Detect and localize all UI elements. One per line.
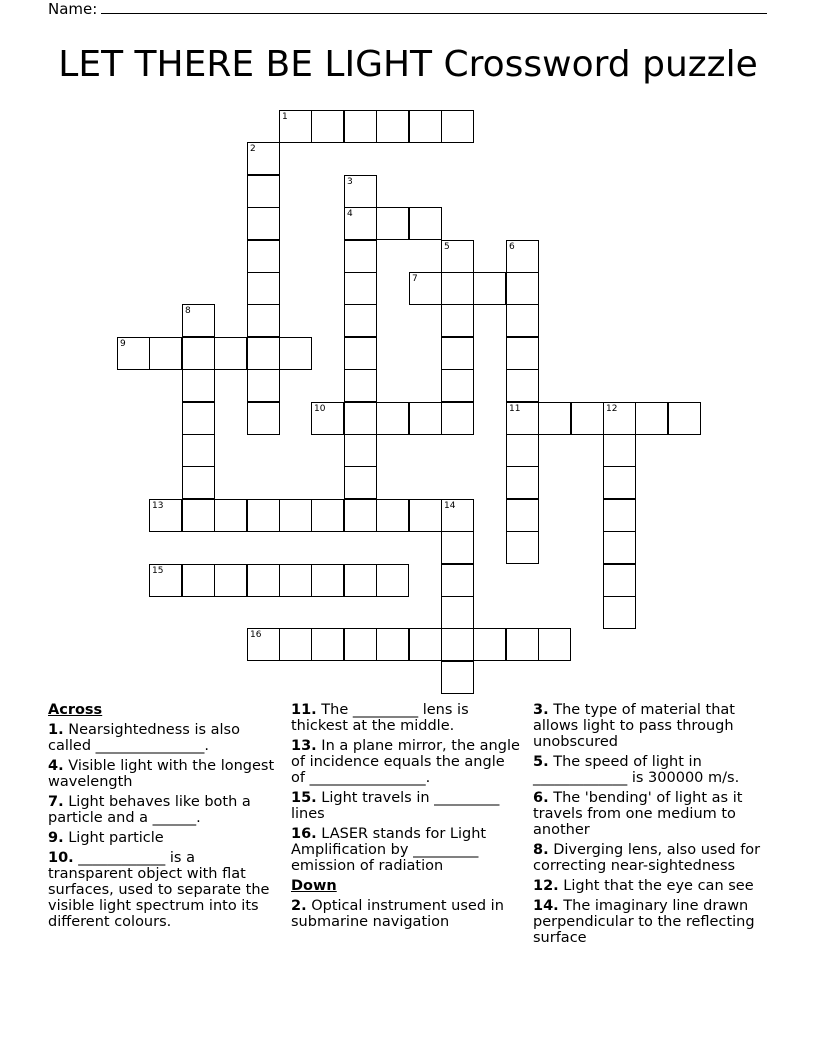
grid-cell[interactable] bbox=[344, 369, 377, 402]
clue-number: 2 bbox=[250, 144, 256, 154]
grid-cell[interactable] bbox=[214, 499, 247, 532]
across-heading: Across bbox=[48, 702, 103, 718]
grid-cell[interactable] bbox=[344, 240, 377, 273]
grid-cell[interactable] bbox=[441, 628, 474, 661]
grid-cell[interactable] bbox=[279, 564, 312, 597]
grid-cell[interactable] bbox=[376, 110, 409, 143]
grid-cell[interactable] bbox=[247, 272, 280, 305]
grid-cell[interactable] bbox=[409, 499, 442, 532]
clues-column-2 bbox=[291, 702, 523, 934]
clue-number: 3 bbox=[347, 177, 353, 187]
grid-cell[interactable] bbox=[441, 110, 474, 143]
grid-cell[interactable] bbox=[344, 466, 377, 499]
grid-cell[interactable] bbox=[247, 240, 280, 273]
grid-cell[interactable] bbox=[506, 272, 539, 305]
grid-cell[interactable] bbox=[149, 564, 182, 597]
grid-cell[interactable] bbox=[182, 304, 215, 337]
grid-cell[interactable] bbox=[441, 304, 474, 337]
grid-cell[interactable] bbox=[344, 207, 377, 240]
grid-cell[interactable] bbox=[441, 531, 474, 564]
clue-number: 11 bbox=[509, 404, 521, 414]
grid-cell[interactable] bbox=[311, 628, 344, 661]
grid-cell[interactable] bbox=[279, 628, 312, 661]
grid-cell[interactable] bbox=[506, 628, 539, 661]
grid-cell[interactable] bbox=[376, 499, 409, 532]
clue-across-9: 9. Light particle bbox=[48, 830, 164, 846]
grid-cell[interactable] bbox=[247, 628, 280, 661]
grid-cell[interactable] bbox=[603, 499, 636, 532]
grid-cell[interactable] bbox=[247, 369, 280, 402]
grid-cell[interactable] bbox=[603, 596, 636, 629]
grid-cell[interactable] bbox=[409, 402, 442, 435]
grid-cell[interactable] bbox=[311, 499, 344, 532]
grid-cell[interactable] bbox=[311, 110, 344, 143]
grid-cell[interactable] bbox=[376, 207, 409, 240]
grid-cell[interactable] bbox=[247, 175, 280, 208]
grid-cell[interactable] bbox=[247, 304, 280, 337]
grid-cell[interactable] bbox=[279, 499, 312, 532]
grid-cell[interactable] bbox=[182, 337, 215, 370]
clue-number: 13 bbox=[152, 501, 164, 511]
clue-down-8: 8. Diverging lens, also used for correcting near-sightedness bbox=[533, 842, 761, 874]
grid-cell[interactable] bbox=[538, 402, 571, 435]
grid-cell[interactable] bbox=[182, 402, 215, 435]
grid-cell[interactable] bbox=[214, 337, 247, 370]
grid-cell[interactable] bbox=[506, 337, 539, 370]
grid-cell[interactable] bbox=[506, 434, 539, 467]
grid-cell[interactable] bbox=[311, 564, 344, 597]
grid-cell[interactable] bbox=[473, 272, 506, 305]
clue-number: 6 bbox=[509, 242, 515, 252]
grid-cell[interactable] bbox=[441, 402, 474, 435]
grid-cell[interactable] bbox=[441, 564, 474, 597]
grid-cell[interactable] bbox=[247, 142, 280, 175]
grid-cell[interactable] bbox=[247, 207, 280, 240]
clue-number: 5 bbox=[444, 242, 450, 252]
grid-cell[interactable] bbox=[247, 402, 280, 435]
grid-cell[interactable] bbox=[473, 628, 506, 661]
clue-number: 14 bbox=[444, 501, 456, 511]
clue-down-5: 5. The speed of light in _____________ is 300000 m/s. bbox=[533, 754, 740, 786]
grid-cell[interactable] bbox=[182, 499, 215, 532]
grid-cell[interactable] bbox=[506, 531, 539, 564]
grid-cell[interactable] bbox=[441, 661, 474, 694]
grid-cell[interactable] bbox=[344, 304, 377, 337]
grid-cell[interactable] bbox=[344, 628, 377, 661]
grid-cell[interactable] bbox=[344, 402, 377, 435]
grid-cell[interactable] bbox=[409, 272, 442, 305]
grid-cell[interactable] bbox=[247, 564, 280, 597]
grid-cell[interactable] bbox=[603, 531, 636, 564]
clue-down-12: 12. Light that the eye can see bbox=[533, 878, 754, 894]
name-label: Name: bbox=[48, 0, 98, 18]
grid-cell[interactable] bbox=[344, 110, 377, 143]
grid-cell[interactable] bbox=[279, 110, 312, 143]
clue-across-11: 11. The _________ lens is thickest at the middle. bbox=[291, 702, 469, 734]
down-heading: Down bbox=[291, 878, 337, 894]
grid-cell[interactable] bbox=[149, 337, 182, 370]
grid-cell[interactable] bbox=[571, 402, 604, 435]
clue-down-6: 6. The 'bending' of light as it travels from one medium to another bbox=[533, 790, 743, 838]
clue-number: 10 bbox=[314, 404, 326, 414]
grid-cell[interactable] bbox=[376, 564, 409, 597]
grid-cell[interactable] bbox=[182, 434, 215, 467]
clues-column-1 bbox=[48, 702, 280, 934]
clue-down-2: 2. Optical instrument used in submarine navigation bbox=[291, 898, 504, 930]
grid-cell[interactable] bbox=[506, 499, 539, 532]
grid-cell[interactable] bbox=[506, 304, 539, 337]
clue-across-13: 13. In a plane mirror, the angle of incidence equals the angle of ________________. bbox=[291, 738, 520, 786]
grid-cell[interactable] bbox=[376, 402, 409, 435]
clue-number: 1 bbox=[282, 112, 288, 122]
grid-cell[interactable] bbox=[506, 369, 539, 402]
clue-down-14: 14. The imaginary line drawn perpendicular to the reflecting surface bbox=[533, 898, 755, 946]
clue-number: 12 bbox=[606, 404, 618, 414]
grid-cell[interactable] bbox=[344, 337, 377, 370]
clue-number: 8 bbox=[185, 306, 191, 316]
clue-across-15: 15. Light travels in _________ lines bbox=[291, 790, 500, 822]
grid-cell[interactable] bbox=[182, 369, 215, 402]
grid-cell[interactable] bbox=[635, 402, 668, 435]
grid-cell[interactable] bbox=[376, 628, 409, 661]
page-title: LET THERE BE LIGHT Crossword puzzle bbox=[58, 44, 758, 85]
grid-cell[interactable] bbox=[668, 402, 701, 435]
grid-cell[interactable] bbox=[603, 564, 636, 597]
grid-cell[interactable] bbox=[409, 628, 442, 661]
grid-cell[interactable] bbox=[344, 272, 377, 305]
grid-cell[interactable] bbox=[441, 596, 474, 629]
grid-cell[interactable] bbox=[603, 402, 636, 435]
grid-cell[interactable] bbox=[441, 240, 474, 273]
grid-cell[interactable] bbox=[344, 564, 377, 597]
clue-down-3: 3. The type of material that allows light to pass through unobscured bbox=[533, 702, 735, 750]
grid-cell[interactable] bbox=[441, 337, 474, 370]
clue-number: 15 bbox=[152, 566, 164, 576]
grid-cell[interactable] bbox=[247, 499, 280, 532]
grid-cell[interactable] bbox=[149, 499, 182, 532]
grid-cell[interactable] bbox=[409, 110, 442, 143]
grid-cell[interactable] bbox=[344, 434, 377, 467]
grid-cell[interactable] bbox=[603, 466, 636, 499]
grid-cell[interactable] bbox=[182, 564, 215, 597]
grid-cell[interactable] bbox=[344, 175, 377, 208]
grid-cell[interactable] bbox=[311, 402, 344, 435]
clue-across-1: 1. Nearsightedness is also called _______________. bbox=[48, 722, 240, 754]
grid-cell[interactable] bbox=[344, 499, 377, 532]
grid-cell[interactable] bbox=[247, 337, 280, 370]
clue-across-16: 16. LASER stands for Light Amplification by _________ emission of radiation bbox=[291, 826, 487, 874]
grid-cell[interactable] bbox=[182, 466, 215, 499]
grid-cell[interactable] bbox=[441, 369, 474, 402]
clue-across-4: 4. Visible light with the longest wavelength bbox=[48, 758, 275, 790]
grid-cell[interactable] bbox=[603, 434, 636, 467]
grid-cell[interactable] bbox=[117, 337, 150, 370]
grid-cell[interactable] bbox=[506, 402, 539, 435]
grid-cell[interactable] bbox=[506, 240, 539, 273]
clue-across-10: 10. ____________ is a transparent object with flat surfaces, used to separate the visible light spectrum into its different colours. bbox=[48, 850, 270, 930]
grid-cell[interactable] bbox=[441, 272, 474, 305]
grid-cell[interactable] bbox=[409, 207, 442, 240]
grid-cell[interactable] bbox=[506, 466, 539, 499]
grid-cell[interactable] bbox=[441, 499, 474, 532]
clue-number: 4 bbox=[347, 209, 353, 219]
clue-across-7: 7. Light behaves like both a particle and a ______. bbox=[48, 794, 251, 826]
grid-cell[interactable] bbox=[214, 564, 247, 597]
grid-cell[interactable] bbox=[279, 337, 312, 370]
clue-number: 16 bbox=[250, 630, 262, 640]
grid-cell[interactable] bbox=[538, 628, 571, 661]
clue-number: 7 bbox=[412, 274, 418, 284]
clues-column-3 bbox=[533, 702, 773, 950]
clue-number: 9 bbox=[120, 339, 126, 349]
